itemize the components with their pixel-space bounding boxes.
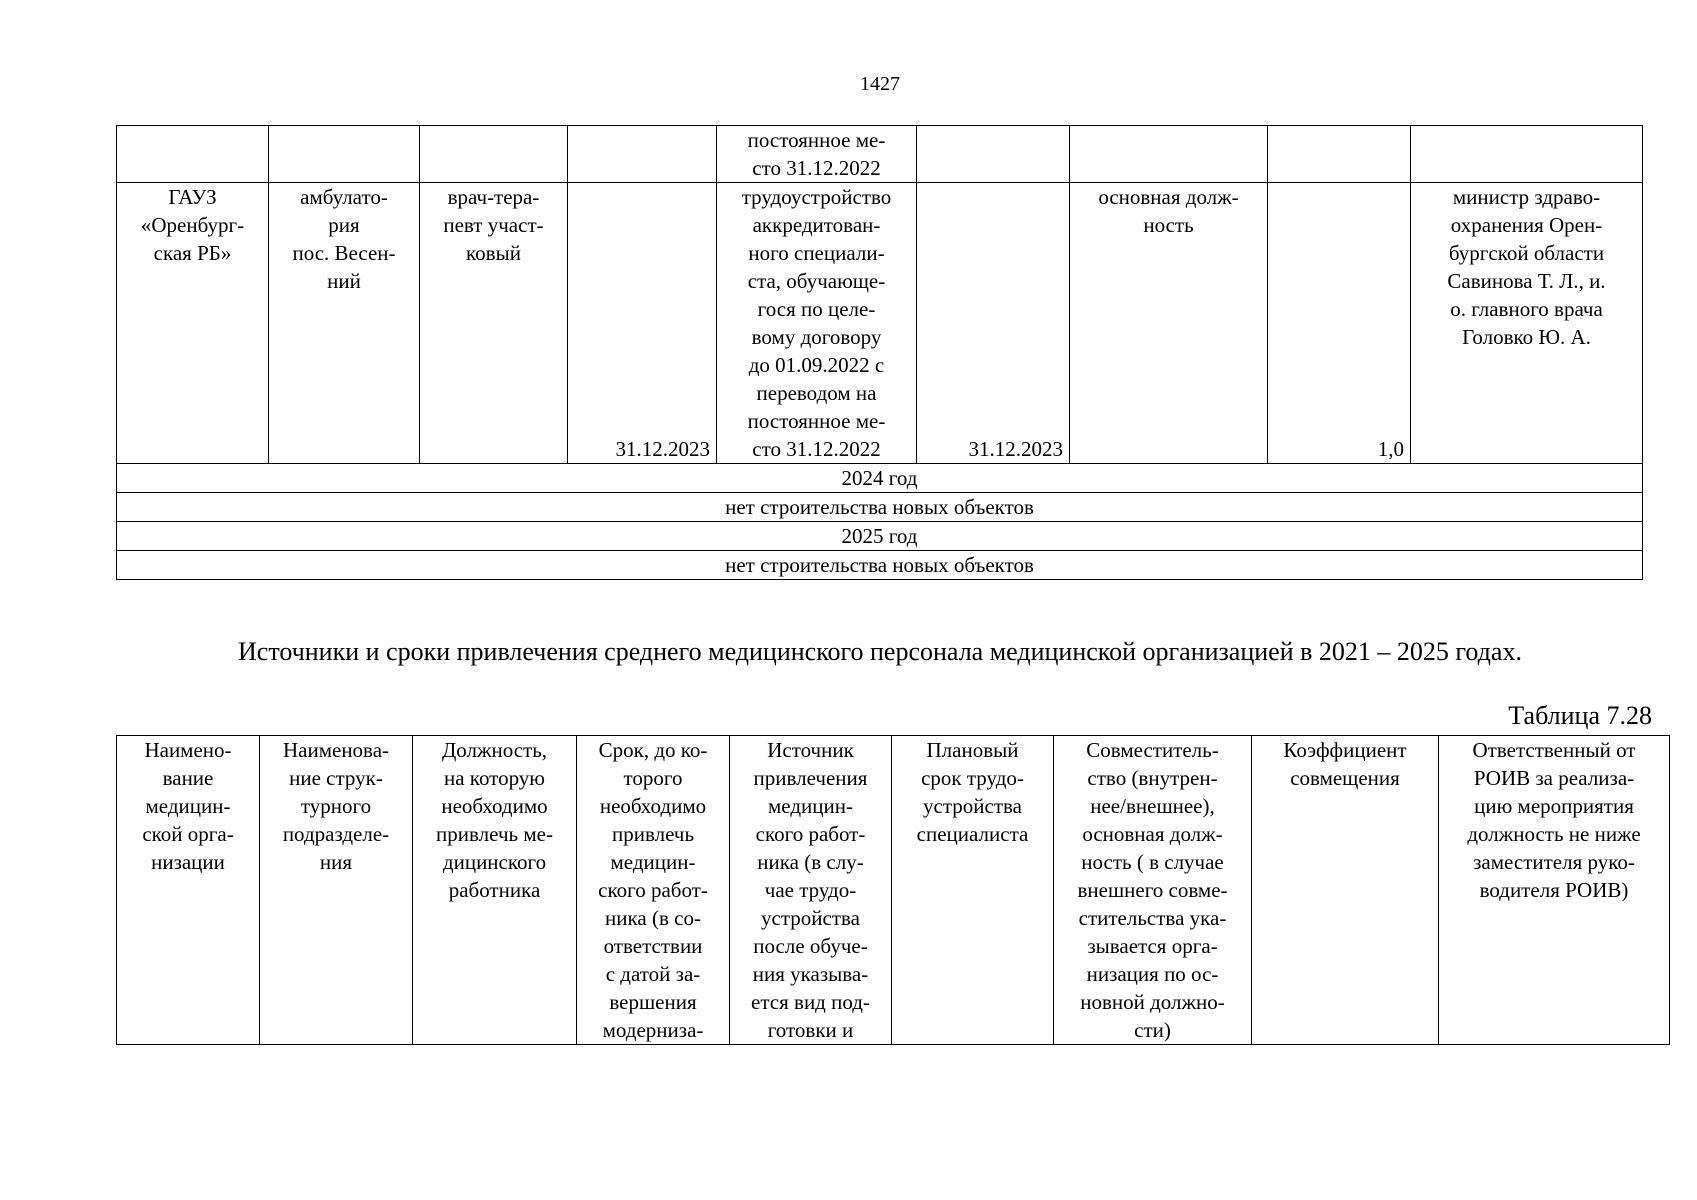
note-row [117,493,1643,522]
deadline-cell: 31.12.2023 [568,183,717,464]
note-label: нет строительства новых объектов [117,493,1643,522]
table-row [117,126,1643,183]
year-row [117,464,1643,493]
note-row [117,551,1643,580]
table-row [117,183,1643,464]
organization-cell: ГАУЗ «Оренбург- ская РБ» [117,183,269,464]
year-label: 2024 год [117,464,1643,493]
coefficient-cell: 1,0 [1268,183,1411,464]
position-cell: врач-тера- певт участ- ковый [420,183,568,464]
table-header-row [117,736,1670,1045]
table-cell [1268,126,1411,183]
table-cell [917,126,1070,183]
page-number: 1427 [860,73,900,95]
unit-cell: амбулато- рия пос. Весен- ний [269,183,420,464]
note-label: нет строительства новых объектов [117,551,1643,580]
column-header: Должность, на которую необходимо привлечь ме- дицинского работника [413,736,577,1045]
column-header: Источник привлечения медицин- ского работ- ника (в слу- чае трудо- устройства после обуче- ния указыва- ется вид под- готовки и [730,736,892,1045]
employment-type-cell: основная долж- ность [1070,183,1268,464]
source-cell: трудоустройство аккредитован- ного специали- ста, обучающе- гося по целе- вому договору до 01.09.2022 с переводом на постоянное ме- сто 31.12.2022 [717,183,917,464]
table-cell [568,126,717,183]
table-cell-source: постоянное ме- сто 31.12.2022 [717,126,917,183]
table-cell [1411,126,1643,183]
table-cell [269,126,420,183]
column-header: Ответственный от РОИВ за реализа- цию мероприятия должность не ниже заместителя руко- водителя РОИВ) [1439,736,1670,1045]
table-cell [117,126,269,183]
table-label: Таблица 7.28 [1508,701,1652,730]
responsible-cell: министр здраво- охранения Орен- бургской области Савинова Т. Л., и. о. главного врача Головко Ю. А. [1411,183,1643,464]
planned-date-cell: 31.12.2023 [917,183,1070,464]
year-row [117,522,1643,551]
staffing-sources-table [116,735,1670,1045]
column-header: Коэффициент совмещения [1252,736,1439,1045]
column-header: Плановый срок трудо- устройства специалиста [892,736,1054,1045]
year-label: 2025 год [117,522,1643,551]
table-cell [1070,126,1268,183]
column-header: Срок, до ко- торого необходимо привлечь медицин- ского работ- ника (в со- ответствии с датой за- вершения модерниза- [577,736,730,1045]
column-header: Наимено- вание медицин- ской орга- низации [117,736,260,1045]
table-cell [420,126,568,183]
column-header: Совместитель- ство (внутрен- нее/внешнее), основная долж- ность ( в случае внешнего совме- стительства ука- зывается орга- низация по ос- новной должно- сти) [1054,736,1252,1045]
continuation-table [116,125,1643,580]
section-title: Источники и сроки привлечения среднего медицинского персонала медицинской организацией в 2021 – 2025 годах. [238,637,1522,666]
column-header: Наименова- ние струк- турного подразделе- ния [260,736,413,1045]
